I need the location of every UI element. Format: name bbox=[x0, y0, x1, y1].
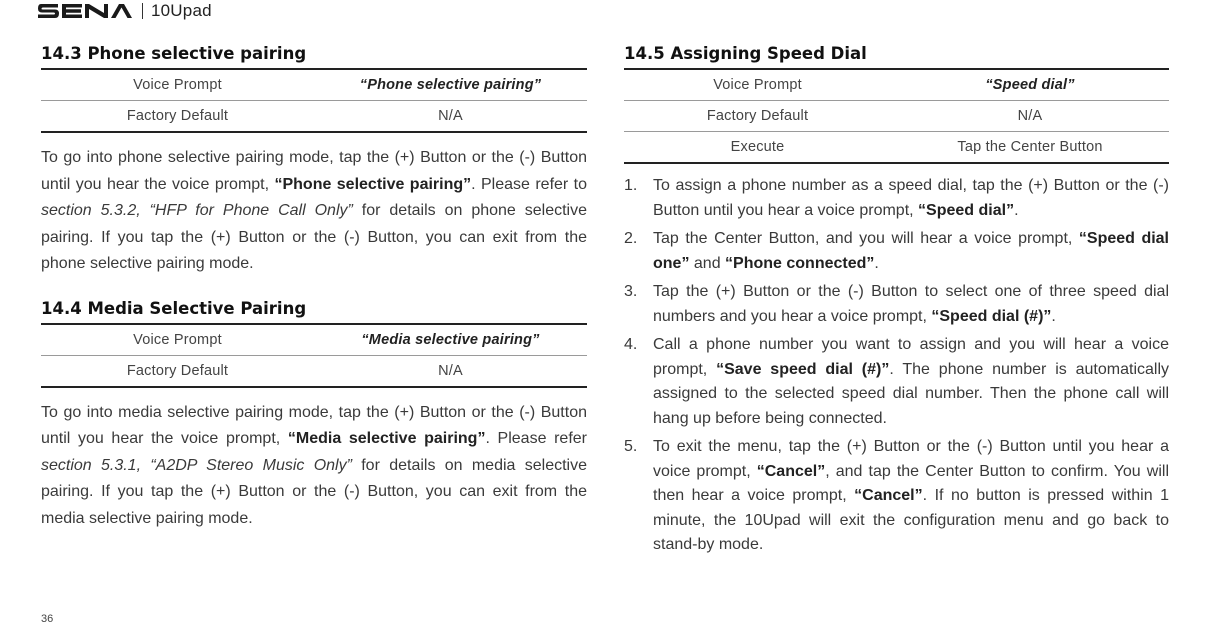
voice-prompt-text: “Save speed dial (#)” bbox=[716, 360, 890, 378]
step-text: and bbox=[689, 254, 726, 272]
step-text: . bbox=[874, 254, 879, 272]
table-value-cell: “Speed dial” bbox=[891, 69, 1169, 101]
phone-pairing-paragraph bbox=[41, 145, 587, 278]
page-number: 36 bbox=[41, 613, 54, 625]
table-value-cell: N/A bbox=[438, 108, 463, 124]
media-pairing-paragraph bbox=[41, 400, 587, 533]
paragraph-text: for details on phone selective pairing. If you tap the (+) Button or the (-) Button, you can exit from the phone selective pairing mode. bbox=[41, 202, 588, 272]
voice-prompt-text: “Cancel” bbox=[854, 487, 923, 504]
step-text: . If no button is pressed within 1 minute, the 10Upad will exit the configuration menu and go back to stand-by mode. bbox=[653, 487, 1170, 553]
list-item bbox=[624, 227, 1169, 276]
section-reference: section 5.3.1, “A2DP Stereo Music Only” bbox=[41, 456, 352, 474]
step-text: To exit the menu, tap the (+) Button or the (-) Button until you hear a voice prompt, bbox=[653, 438, 1169, 480]
step-text: Tap the (+) Button or the (-) Button to select one of three speed dial numbers and you hear a voice prompt, bbox=[653, 283, 1169, 325]
paragraph-text: . Please refer to bbox=[471, 175, 587, 193]
voice-prompt-text: “Speed dial (#)” bbox=[931, 307, 1052, 325]
voice-prompt-text: “Cancel” bbox=[756, 462, 826, 480]
voice-prompt-text: “Phone connected” bbox=[725, 254, 875, 272]
table-row bbox=[624, 101, 1169, 132]
voice-prompt-text: “Phone selective pairing” bbox=[274, 175, 472, 193]
section-reference: section 5.3.2, “HFP for Phone Call Only” bbox=[41, 202, 353, 219]
list-item bbox=[624, 333, 1169, 431]
voice-prompt-text: “Speed dial” bbox=[918, 201, 1015, 219]
step-text: Call a phone number you want to assign and you will hear a voice prompt, bbox=[653, 336, 1169, 378]
step-text: Tap the Center Button, and you will hear a voice prompt, bbox=[653, 230, 1079, 247]
header-divider bbox=[142, 3, 143, 19]
paragraph-text: To go into media selective pairing mode, tap the (+) Button or the (-) Button until you hear the voice prompt, bbox=[41, 403, 587, 447]
sena-logo bbox=[38, 4, 132, 18]
table-row bbox=[624, 132, 1169, 164]
media-pairing-spec-table bbox=[41, 323, 587, 388]
document-title: 10Upad bbox=[151, 1, 212, 20]
voice-prompt-text: “Speed dial one” bbox=[653, 230, 1170, 272]
table-key-cell: Factory Default bbox=[126, 362, 229, 379]
paragraph-text: . Please refer bbox=[485, 430, 588, 447]
step-text: . bbox=[1051, 307, 1056, 325]
page-header bbox=[38, 0, 212, 22]
table-value-cell: N/A bbox=[438, 362, 463, 379]
step-text: To assign a phone number as a speed dial, tap the (+) Button or the (-) Button until you hear a voice prompt, bbox=[653, 177, 1169, 219]
step-text: , and tap the Center Button to confirm. You will then hear a voice prompt, bbox=[653, 462, 1169, 504]
right-column bbox=[624, 40, 1169, 562]
table-value-cell: N/A bbox=[891, 101, 1169, 132]
paragraph-text: for details on media selective pairing. If you tap the (+) Button or the (-) Button, you can exit from the media selective pairing mode. bbox=[41, 456, 587, 527]
table-key-cell: Voice Prompt bbox=[41, 324, 314, 356]
table-key-cell: Execute bbox=[730, 139, 785, 155]
table-row bbox=[41, 324, 587, 356]
table-key-cell: Voice Prompt bbox=[624, 69, 891, 101]
table-value-cell: Tap the Center Button bbox=[957, 139, 1103, 155]
paragraph-text: To go into phone selective pairing mode, tap the (+) Button or the (-) Button until you hear the voice prompt, bbox=[41, 149, 587, 193]
table-row bbox=[41, 101, 587, 133]
table-row bbox=[41, 69, 587, 101]
step-number: 2. bbox=[624, 230, 638, 247]
voice-prompt-text: “Media selective pairing” bbox=[287, 430, 486, 447]
list-item bbox=[624, 435, 1169, 558]
step-text: . bbox=[1014, 201, 1019, 219]
table-key-cell: Factory Default bbox=[126, 108, 229, 124]
table-value-cell: “Phone selective pairing” bbox=[314, 69, 587, 101]
table-row bbox=[624, 69, 1169, 101]
section-title-phone-selective-pairing: 14.3 Phone selective pairing bbox=[41, 44, 307, 63]
table-row bbox=[41, 355, 587, 387]
table-key-cell: Factory Default bbox=[624, 101, 891, 132]
step-number: 5. bbox=[624, 438, 638, 455]
table-key-cell: Voice Prompt bbox=[41, 69, 314, 101]
speed-dial-spec-table bbox=[624, 68, 1169, 164]
step-number: 1. bbox=[624, 177, 638, 194]
step-number: 4. bbox=[624, 336, 638, 353]
speed-dial-steps bbox=[624, 174, 1169, 558]
phone-pairing-spec-table bbox=[41, 68, 587, 133]
list-item bbox=[624, 174, 1169, 223]
section-title-media-selective-pairing: 14.4 Media Selective Pairing bbox=[41, 298, 307, 318]
media-pairing-section bbox=[41, 295, 587, 533]
list-item bbox=[624, 280, 1169, 329]
section-title-speed-dial: 14.5 Assigning Speed Dial bbox=[624, 44, 867, 63]
step-text: . The phone number is automatically assigned to the selected speed dial number. Then the phone call will hang up before being connected. bbox=[653, 360, 1170, 427]
step-number: 3. bbox=[624, 283, 638, 300]
left-column bbox=[41, 40, 587, 532]
table-value-cell: “Media selective pairing” bbox=[314, 324, 587, 356]
